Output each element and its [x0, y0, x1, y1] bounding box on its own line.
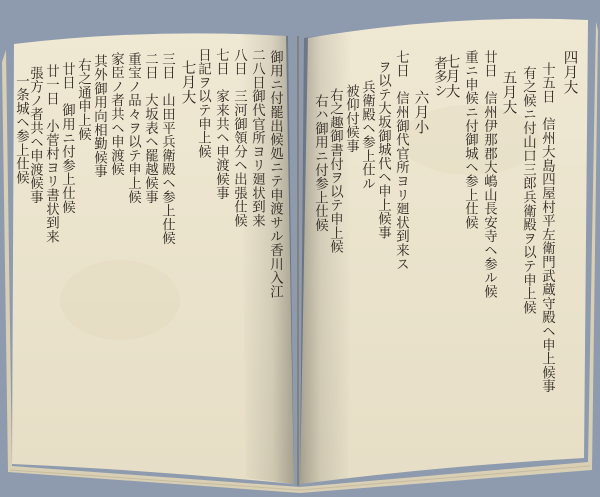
left-page-column-8: 二日 大坂表ヘ罷越候事: [142, 52, 158, 204]
right-page-column-10: 七日 信州御代官所ヨリ廻状到来ス: [393, 50, 409, 271]
right-page-column-13: 被仰付候事: [343, 84, 359, 153]
left-page-column-16: 一条城ヘ参上仕候: [13, 74, 29, 185]
left-page-column-3: 八日 三河御領分ヘ出張仕候: [231, 48, 247, 228]
left-page-column-5: 日記ヲ以テ申上候: [195, 48, 211, 159]
left-page-column-4: 七日 家来共ヘ申渡候事: [213, 48, 229, 200]
left-page-column-14: 廿一日 小菅村ヨリ書状到来: [43, 64, 59, 244]
right-page-column-3: 有之候ニ付山口三郎兵衛殿ヲ以テ申上候: [520, 66, 536, 315]
left-page-column-9: 重宝ノ品々ヲ以テ申上候: [125, 52, 141, 204]
right-page-column-2: 十五日 信州大島四屋村平左衛門武蔵守殿ヘ申上候事: [539, 62, 555, 394]
left-page-column-7: 三日 山田平兵衛殿ヘ参上仕候: [159, 52, 175, 246]
left-page-column-12: 右之通申上候: [75, 58, 91, 141]
right-page-column-4: 五月大: [500, 70, 517, 115]
right-page-column-14: 右之趣御書付ヲ以テ申上候: [327, 88, 343, 254]
left-page-column-2: 二八日御代官所ヨリ廻状到来: [249, 48, 265, 228]
right-page-column-8: 者多シ: [431, 56, 447, 98]
left-page-column-10: 家臣ノ者共ヘ申渡候: [108, 52, 124, 177]
right-page-column-12: 兵衛殿ヘ参上仕ル: [359, 80, 375, 191]
right-page-column-1: 四月大: [561, 50, 578, 95]
left-page-column-6: 七月大: [179, 60, 196, 105]
right-page-column-7: 七月大: [443, 54, 460, 99]
left-page-column-11: 其外御用向相勤候事: [91, 54, 107, 179]
right-page-column-5: 廿日 信州伊那郡大嶋山長安寺ヘ参ル候: [481, 50, 497, 299]
right-page-column-6: 重ニ申候ニ付御城ヘ参上仕候: [462, 50, 478, 230]
left-page-column-1: 御用ニ付罷出候処ニテ申渡サル香川入江: [267, 50, 283, 299]
right-page-column-11: ヲ以テ大坂御城代ヘ申上候事: [375, 60, 391, 240]
right-page-column-9: 六月小: [412, 90, 429, 135]
left-page-column-13: 廿日 御用ニ付参上仕候: [59, 62, 75, 214]
right-page-column-15: 右ハ御用ニ付参上仕候: [312, 94, 328, 232]
left-page-column-15: 張方ノ者共ヘ申渡候事: [27, 66, 43, 204]
